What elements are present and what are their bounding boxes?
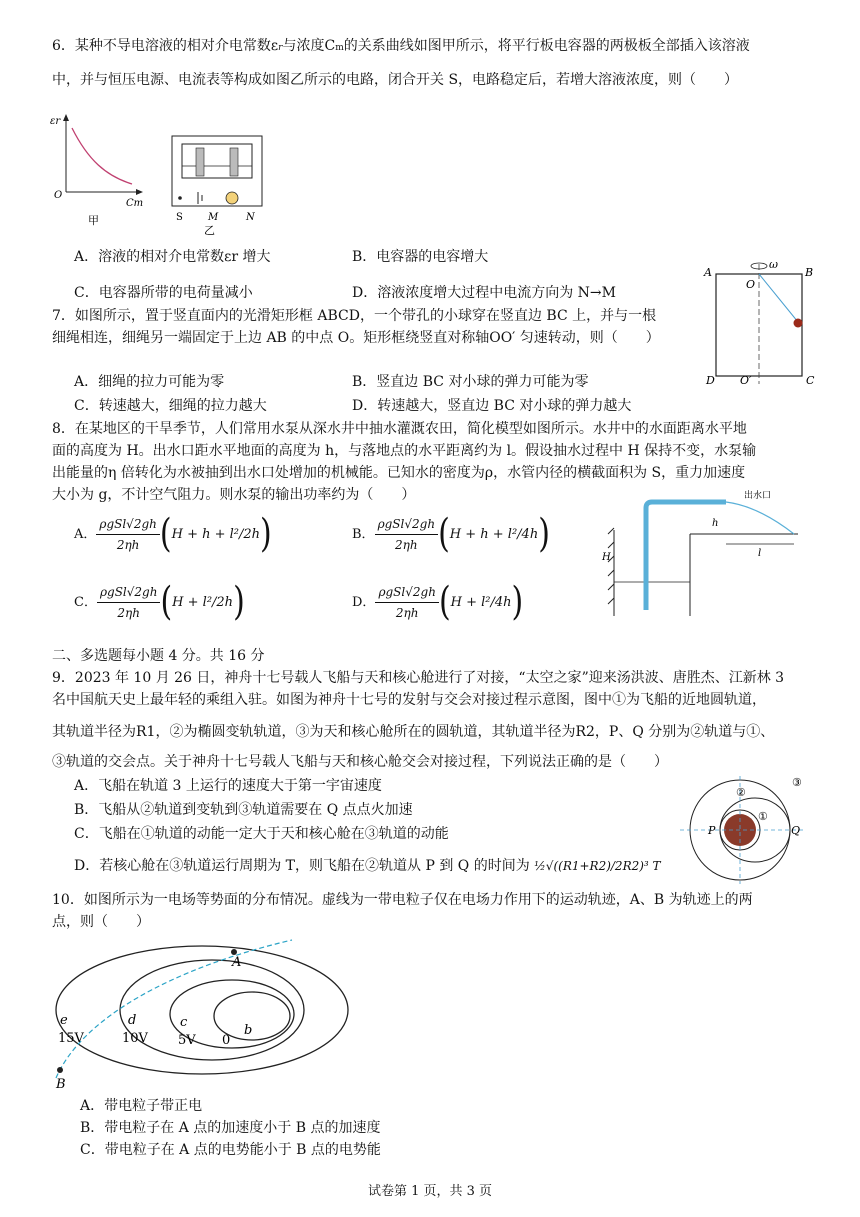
q6-option-c[interactable]: C．电容器所带的电荷量减小 [74,285,253,301]
svg-text:0: 0 [222,1033,231,1048]
svg-text:C: C [806,374,815,387]
q6-figure-yi [162,130,272,237]
q7-stem-line2: 细绳相连，细绳另一端固定于上边 AB 的中点 O。矩形框绕竖直对称轴OO′ 匀速转动，则（ ） [52,330,660,346]
svg-text:①: ① [758,810,768,823]
svg-text:Q: Q [791,824,801,837]
svg-text:D: D [706,374,715,387]
svg-text:S: S [176,212,183,223]
q7-option-b[interactable]: B．竖直边 BC 对小球的弹力可能为零 [352,374,589,390]
q9-stem-line1: 9．2023 年 10 月 26 日，神舟十七号载人飞船与天和核心舱进行了对接，“太空之家”迎来汤洪波、唐胜杰、江新林 3 [52,670,785,686]
svg-text:5V: 5V [178,1033,196,1048]
q7-option-a[interactable]: A．细绳的拉力可能为零 [74,374,225,390]
svg-text:15V: 15V [58,1031,84,1046]
q8-stem-line1: 8．在某地区的干旱季节，人们常用水泵从深水井中抽水灌溉农田，简化模型如图所示。水井中的水面距离水平地 [52,421,747,437]
q7-option-c[interactable]: C．转速越大，细绳的拉力越大 [74,398,267,414]
svg-text:O: O [54,190,63,201]
q7-stem-line1: 7．如图所示，置于竖直面内的光滑矩形框 ABCD，一个带孔的小球穿在竖直边 BC 上，并与一根 [52,308,657,324]
svg-text:M: M [208,212,219,223]
q10-stem-line2: 点，则（ ） [52,914,150,930]
q9-option-c[interactable]: C．飞船在①轨道的动能一定大于天和核心舱在③轨道的动能 [74,826,449,842]
q8-option-a[interactable]: A． $\frac{\text{ρgSl√2gh}}{2\eta h}$ ( H + h + l²/2h ) [74,511,272,557]
q9-figure-orbits [678,774,808,886]
q7-figure-frame [702,260,822,390]
svg-text:N: N [246,212,255,223]
svg-text:B: B [56,1077,66,1092]
q9-option-b[interactable]: B．飞船从②轨道到变轨到③轨道需要在 Q 点点火加速 [74,802,413,818]
svg-text:h: h [712,518,719,529]
q10-option-a[interactable]: A．带电粒子带正电 [80,1098,203,1114]
svg-text:②: ② [736,786,746,799]
page-footer: 试卷第 1 页，共 3 页 [367,1184,493,1199]
q10-figure-equipotential [52,938,356,1092]
svg-text:B: B [805,266,814,279]
q6-stem-line2: 中，并与恒压电源、电流表等构成如图乙所示的电路，闭合开关 S，电路稳定后，若增大溶液浓度，则（ ） [52,72,739,88]
q10-stem-line1: 10．如图所示为一电场等势面的分布情况。虚线为一带电粒子仅在电场力作用下的运动轨迹，A、B 为轨迹上的两 [52,892,753,908]
q6-figure-jia [48,112,148,232]
q9-stem-line2: 名中国航天史上最年轻的乘组入驻。如图为神舟十七号的发射与交会对接过程示意图，图中①为飞船的近地圆轨道， [52,692,766,708]
svg-text:e: e [60,1013,68,1028]
q8-stem-line4: 大小为 g，不计空气阻力。则水泵的输出功率约为（ ） [52,487,416,503]
svg-text:乙: 乙 [204,224,215,237]
q8-stem-line2: 面的高度为 H。出水口距水平地面的高度为 h，与落地点的水平距离约为 l。假设抽水过程中 H 保持不变，水泵输 [52,443,757,459]
q10-option-b[interactable]: B．带电粒子在 A 点的加速度小于 B 点的加速度 [80,1120,381,1136]
svg-text:c: c [180,1015,188,1030]
q6-stem-line1: 6．某种不导电溶液的相对介电常数εr与浓度Cm的关系曲线如图甲所示，将平行板电容器的两极板全部插入该溶液 [52,38,750,54]
svg-text:A: A [232,955,242,970]
q9-option-a[interactable]: A．飞船在轨道 3 上运行的速度大于第一宇宙速度 [74,778,382,794]
q8-option-b[interactable]: B． $\frac{\text{ρgSl√2gh}}{2\eta h}$ ( H + h + l²/4h ) [352,511,550,557]
q9-option-d[interactable]: D．若核心舱在③轨道运行周期为 T，则飞船在②轨道从 P 到 Q 的时间为 ½√((R1+R2)/2R2)³ T [74,858,661,874]
svg-text:εr: εr [50,116,61,127]
svg-text:ω: ω [769,258,778,271]
svg-text:b: b [244,1023,253,1038]
svg-text:l: l [758,548,762,559]
svg-text:Cm: Cm [126,198,144,209]
q10-option-c[interactable]: C．带电粒子在 A 点的电势能小于 B 点的电势能 [80,1142,381,1158]
q6-option-a[interactable]: A．溶液的相对介电常数εr 增大 [74,249,271,265]
svg-text:10V: 10V [122,1031,148,1046]
q9-stem-line3: 其轨道半径为R1，②为椭圆变轨轨道，③为天和核心舱所在的圆轨道，其轨道半径为R2，P、Q 分别为②轨道与①、 [52,724,775,740]
svg-text:d: d [128,1013,137,1028]
q7-option-d[interactable]: D．转速越大，竖直边 BC 对小球的弹力越大 [352,398,632,414]
svg-text:A: A [704,266,712,279]
svg-text:③: ③ [792,776,802,789]
q8-stem-line3: 出能量的η 倍转化为水被抽到出水口处增加的机械能。已知水的密度为ρ，水管内径的横截面积为 S，重力加速度 [52,465,746,481]
svg-text:P: P [708,824,716,837]
q8-option-c[interactable]: C． $\frac{\text{ρgSl√2gh}}{2\eta h}$ ( H + l²/2h ) [74,579,245,625]
svg-text:甲: 甲 [88,214,99,227]
q6-option-d[interactable]: D．溶液浓度增大过程中电流方向为 N→M [352,285,616,301]
svg-text:O: O [746,278,756,291]
svg-text:出水口: 出水口 [744,491,772,501]
q8-option-d[interactable]: D． $\frac{\text{ρgSl√2gh}}{2\eta h}$ ( H + l²/4h ) [352,579,524,625]
svg-text:O′: O′ [740,374,752,387]
q9-stem-line4: ③轨道的交会点。关于神舟十七号载人飞船与天和核心舱交会对接过程，下列说法正确的是（ ） [52,754,668,770]
q8-figure-pump [598,491,808,618]
q6-option-b[interactable]: B．电容器的电容增大 [352,249,489,265]
section-2-heading: 二、多选题每小题 4 分。共 16 分 [52,648,265,664]
svg-text:H: H [602,552,611,563]
